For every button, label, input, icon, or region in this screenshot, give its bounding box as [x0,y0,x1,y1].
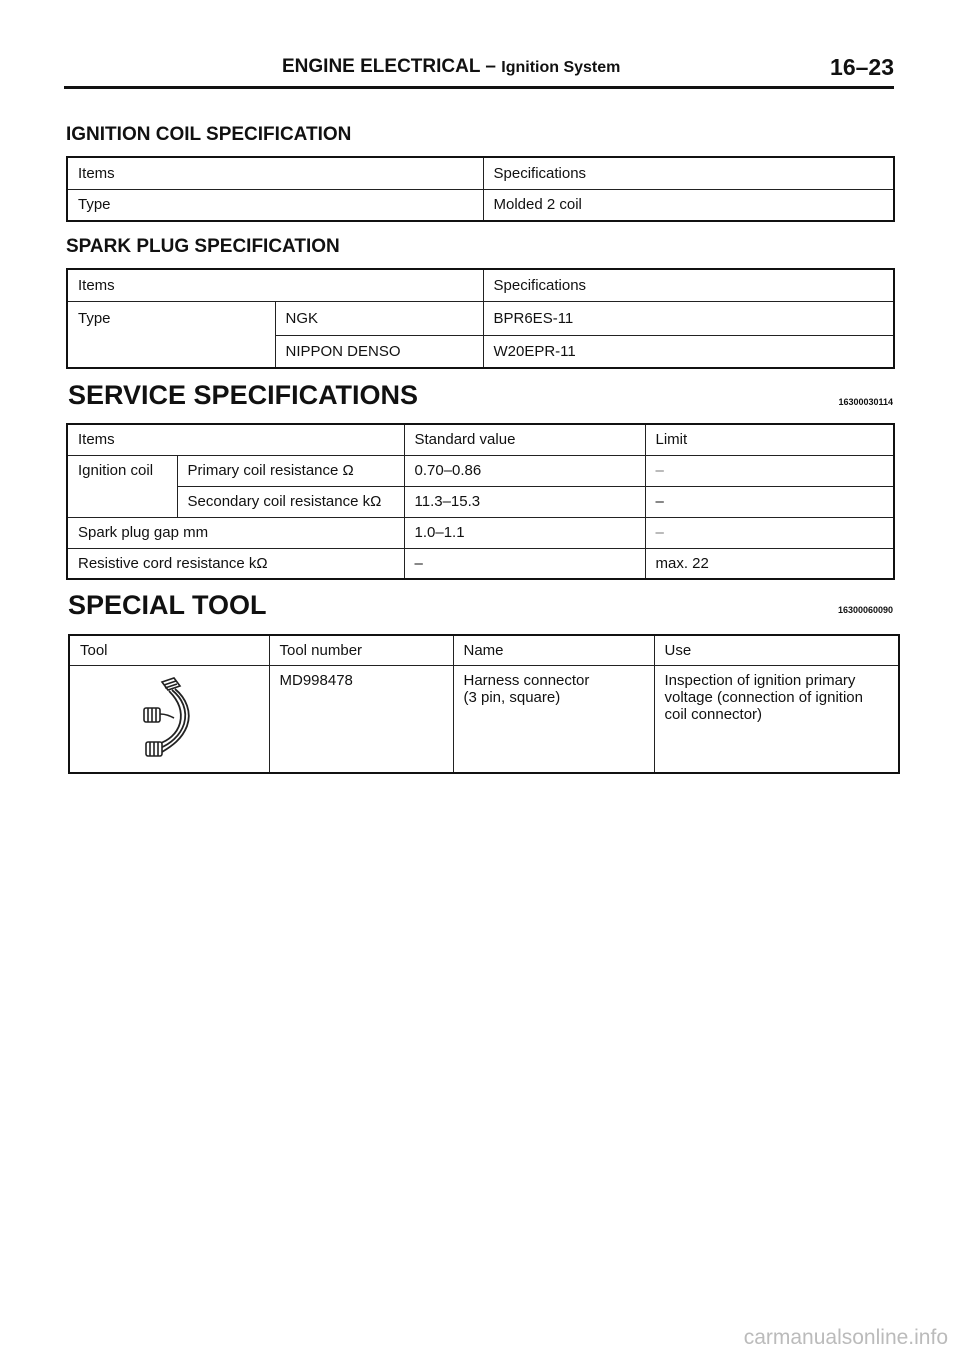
cell-type-label: Type [67,301,275,335]
header-cell-tool: Tool [69,635,269,665]
cell-maker: NIPPON DENSO [275,335,483,368]
table-row [67,269,894,301]
cell-secondary-label: Secondary coil resistance kΩ [177,486,404,517]
spark-plug-table [66,268,895,369]
cell-empty [67,335,275,368]
cell-gap-label: Spark plug gap mm [67,517,404,548]
cell-maker: NGK [275,301,483,335]
page-header [64,56,894,89]
cell-primary-standard: 0.70–0.86 [404,455,645,486]
spark-plug-heading: SPARK PLUG SPECIFICATION [66,236,340,257]
tool-use-line: voltage (connection of ignition [664,688,863,706]
table-row [69,665,899,773]
cell-tool-image [69,665,269,773]
cell-spec: W20EPR-11 [483,335,894,368]
table-row [67,517,894,548]
cell-cord-label: Resistive cord resistance kΩ [67,548,404,579]
service-specifications-heading: SERVICE SPECIFICATIONS [68,380,419,410]
cell-tool-number: MD998478 [269,665,453,773]
special-tool-heading: SPECIAL TOOL [68,590,267,620]
tool-name-line: (3 pin, square) [463,688,561,706]
table-row [67,455,894,486]
tool-use-line: coil connector) [664,705,763,723]
harness-connector-icon [134,676,204,764]
cell-tool-use [654,665,899,773]
table-row [67,424,894,455]
special-tool-code: 16300060090 [837,605,893,615]
table-row [67,189,894,221]
service-specifications-table [66,423,895,580]
page-number: 16–23 [830,54,894,80]
cell-secondary-limit: – [645,486,894,517]
cell-type-value: Molded 2 coil [483,189,894,221]
table-row [67,486,894,517]
header-title [282,56,620,78]
header-cell-items: Items [67,157,483,189]
ignition-coil-table [66,156,895,222]
cell-type-label: Type [67,189,483,221]
cell-ignition-coil-label: Ignition coil [67,455,177,486]
cell-spec: BPR6ES-11 [483,301,894,335]
header-cell-name: Name [453,635,654,665]
table-row [67,301,894,335]
cell-cord-limit: max. 22 [645,548,894,579]
service-section-code: 16300030114 [838,397,893,407]
table-row [67,335,894,368]
ignition-coil-heading: IGNITION COIL SPECIFICATION [66,124,352,145]
cell-tool-name [453,665,654,773]
header-dash: – [485,56,496,77]
footer-watermark: carmanualsonline.info [743,1326,948,1349]
table-row [69,635,899,665]
tool-use-line: Inspection of ignition primary [664,671,856,689]
header-cell-specifications: Specifications [483,269,894,301]
cell-empty [67,486,177,517]
header-cell-use: Use [654,635,899,665]
header-cell-items: Items [67,424,404,455]
header-cell-tool-number: Tool number [269,635,453,665]
special-tool-table [68,634,900,774]
header-cell-specifications: Specifications [483,157,894,189]
table-row [67,157,894,189]
header-cell-items: Items [67,269,483,301]
tool-name-line: Harness connector [463,671,590,689]
cell-gap-limit: – [645,517,894,548]
header-cell-limit: Limit [645,424,894,455]
header-subsection: Ignition System [501,59,621,76]
table-row [67,548,894,579]
header-section: ENGINE ELECTRICAL [282,56,481,77]
cell-secondary-standard: 11.3–15.3 [404,486,645,517]
cell-gap-standard: 1.0–1.1 [404,517,645,548]
cell-primary-limit: – [645,455,894,486]
cell-cord-standard: – [404,548,645,579]
header-cell-standard-value: Standard value [404,424,645,455]
cell-primary-label: Primary coil resistance Ω [177,455,404,486]
